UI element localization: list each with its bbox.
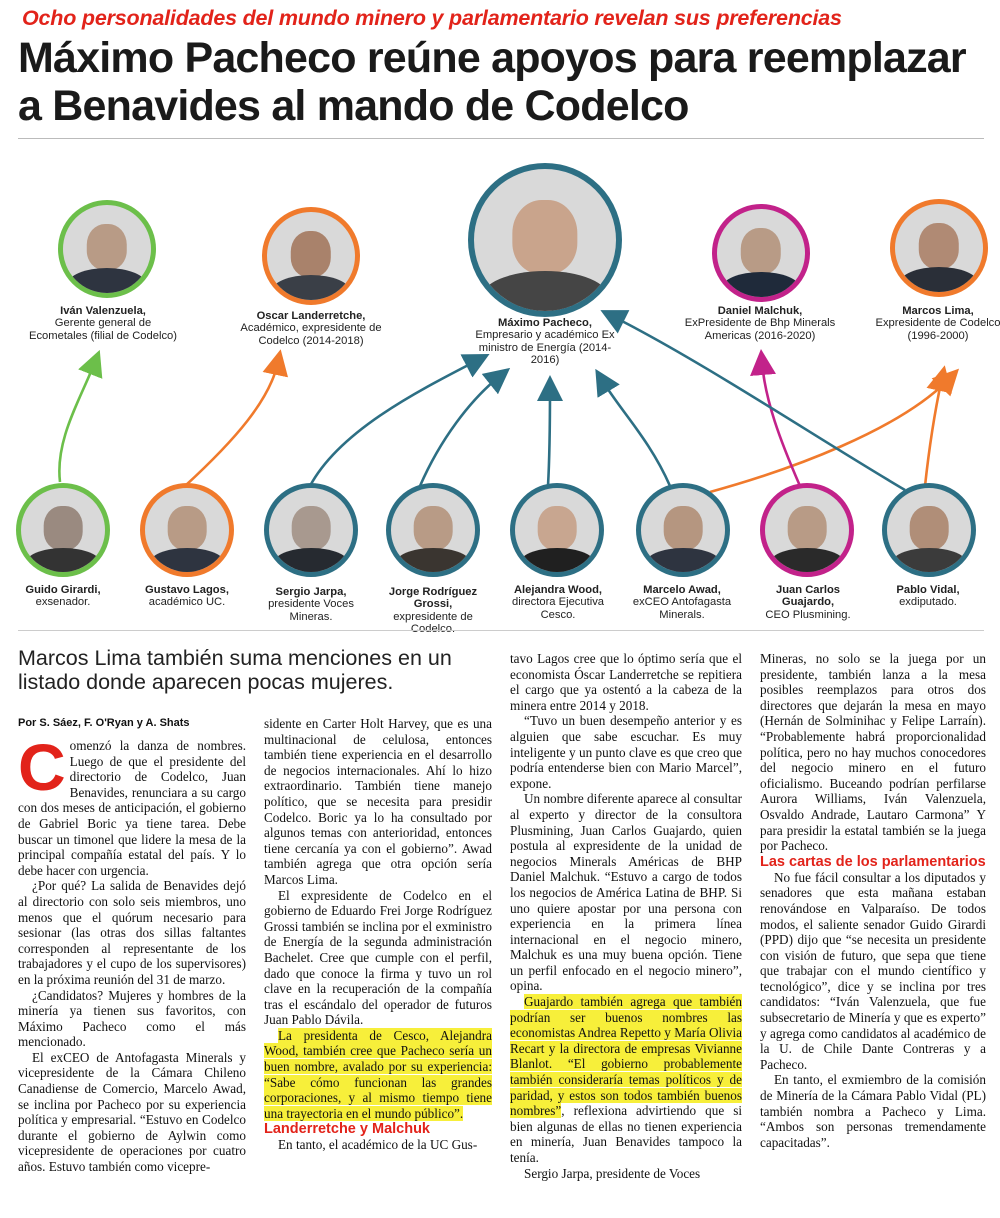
- photo-sergio-jarpa: [264, 483, 358, 577]
- article-column-2: [264, 716, 492, 1153]
- headline: Máximo Pacheco reúne apoyos para reemplazar a Benavides al mando de Codelco: [18, 34, 966, 130]
- photo-pablo-vidal: [882, 483, 976, 577]
- caption-marcelo-awad: Marcelo Awad, exCEO Antofagasta Minerals.: [632, 584, 732, 621]
- byline: Por S. Sáez, F. O'Ryan y A. Shats: [18, 717, 190, 729]
- article-column-1: [18, 730, 246, 1175]
- caption-jorge-rodriguez-grossi: Jorge Rodríguez Grossi, expresidente de: [388, 586, 478, 623]
- arrow-jarpa-pacheco: [310, 360, 478, 486]
- caption-alejandra-wood: Alejandra Wood, directora Ejecutiva Cesco.: [511, 584, 605, 621]
- paragraph: Un nombre diferente aparece al consultar al experto y director de la consultora Plusmining, Juan Carlos Guajardo, quien postula al expresidente de la unidad de negocios Minerals Américas de BHP Daniel Malchuk. “Estuvo a cargo de todos los negocios de América Latina de BHP. Si uno quiere apostar por una persona con experiencia en la primera línea internacional en el negocio minero, Malchuk es una muy buena opción. Tiene un perfil enfocado en el negocio minero”, opina.: [510, 791, 742, 994]
- caption-guido-girardi: Guido Girardi, exsenador.: [25, 584, 101, 609]
- photo-juan-carlos-guajardo: [760, 483, 854, 577]
- caption-daniel-malchuk: Daniel Malchuk, ExPresidente de Bhp Minerals Americas (2016-2020): [684, 305, 836, 342]
- paragraph: tavo Lagos cree que lo óptimo sería que el economista Óscar Landerretche se repitiera el cargo que ya ostentó a la cabeza de la minera entre 2014 y 2018.: [510, 651, 742, 713]
- caption-juan-carlos-guajardo: Juan Carlos Guajardo, CEO Plusmining.: [765, 584, 851, 621]
- caption-pablo-vidal: Pablo Vidal, exdiputado.: [896, 584, 960, 609]
- paragraph: El expresidente de Codelco en el gobierno de Eduardo Frei Jorge Rodríguez Grossi también se inclina por el exministro de Energía de la segunda administración Bachelet. Cree que cumple con el perfil, dado que conoce la firma y tuvo un rol clave en la recuperación de la compañía tras el escándalo del operador de futuros Juan Pablo Dávila.: [264, 887, 492, 1028]
- paragraph-highlighted: Guajardo también agrega que también podrían ser buenos nombres las economistas Andrea Repetto y María Olivia Recart y la directora de empresas Vivianne Blanlot. “El gobierno probablemente también consideraría temas políticos y de paridad, y estos son todos también buenos nombres”, reflexiona advirtiendo que si bien algunas de ellas no tienen experiencia en minería, Juan Benavides tampoco la tenía.: [510, 994, 742, 1165]
- section-heading-parlamentarios: Las cartas de los parlamentarios: [760, 853, 986, 870]
- arrow-guajardo-malchuk: [762, 362, 800, 486]
- caption-gustavo-lagos: Gustavo Lagos, académico UC.: [145, 584, 229, 609]
- paragraph: En tanto, el académico de la UC Gus-: [278, 1137, 478, 1153]
- photo-gustavo-lagos: [140, 483, 234, 577]
- arrow-wood-pacheco: [548, 388, 550, 486]
- caption-ivan-valenzuela: Iván Valenzuela, Gerente general de Ecometales (filial de Codelco): [29, 305, 177, 342]
- arrow-rodriguez-pacheco: [420, 376, 500, 486]
- paragraph: No fue fácil consultar a los diputados y senadores que esta mañana estaban renovándose en Valparaíso. De todos modos, el saliente senador Guido Girardi (PPD) dijo que “se necesita un presidente con visión de futuro, que sepa que tiene que trabajar con el mundo científico y tecnológico”, dice y se inclina por tres candidatos: “Iván Valenzuela, que fue subsecretario de Minería y que es experto” y agrega como candidatos al académico de la U. de Chile Dante Contreras y a Pacheco.: [760, 869, 986, 1072]
- caption-sergio-jarpa: Sergio Jarpa, presidente Voces Mineras.: [268, 586, 354, 623]
- photo-guido-girardi: [16, 483, 110, 577]
- arrow-girardi-valenzuela: [59, 362, 95, 482]
- photo-alejandra-wood: [510, 483, 604, 577]
- paragraph-intro: Comenzó la danza de nombres. Luego de que el presidente del directorio de Codelco, Juan Benavides, renunciara a su cargo con dos meses de anticipación, el gobierno de Gabriel Boric ya tiene tarea. Debe buscar un timonel que lidere la mesa de la principal compañía estatal del país. Y lo debe hacer con urgencia.: [18, 730, 246, 878]
- drop-cap: C: [18, 730, 66, 804]
- caption-maximo-pacheco: Máximo Pacheco, Empresario y académico Ex ministro de Energía (2014-2016): [475, 317, 615, 367]
- kicker: Ocho personalidades del mundo minero y parlamentario revelan sus preferencias: [22, 6, 842, 30]
- paragraph: El exCEO de Antofagasta Minerals y vicepresidente de la Cámara Chileno Canadiense de Comercio, Marcelo Awad, se inclina por Pacheco por su experiencia política y empresarial. “Estuvo en Codelco durante el gobierno de Aylwin como vicepresidente de operaciones por cuatro años. Estuvo también como vicepre-: [18, 1049, 246, 1175]
- article-column-4: [760, 651, 986, 1150]
- photo-jorge-rodriguez-grossi: [386, 483, 480, 577]
- photo-oscar-landerretche: [262, 207, 360, 305]
- caption-oscar-landerretche: Oscar Landerretche, Académico, expresidente de Codelco (2014-2018): [240, 310, 382, 347]
- section-divider: [18, 630, 984, 631]
- paragraph: sidente en Carter Holt Harvey, que es una multinacional de celulosa, entonces también tiene experiencia en el desarrollo de negocios internacionales. Ahí lo hizo extraordinario. También tiene manejo político, que se necesita para presidir Codelco. Boric ya lo ha consultado por algunos temas con anterioridad, entonces tiene cercanía ya con el gobierno”. Awad también agrega que otra opción sería Marcos Lima.: [264, 716, 492, 887]
- paragraph: “Tuvo un buen desempeño anterior y es alguien que sabe escuchar. Es muy inteligente y un punto clave es que creo que podría entenderse bien con Mario Marcel”, expone.: [510, 713, 742, 791]
- paragraph: ¿Candidatos? Mujeres y hombres de la minería ya tienen sus favoritos, con Máximo Pacheco como el más mencionado.: [18, 987, 246, 1050]
- photo-ivan-valenzuela: [58, 200, 156, 298]
- subheadline: Marcos Lima también suma menciones en un listado donde aparecen pocas mujeres.: [18, 646, 452, 694]
- arrow-awad-lima: [710, 378, 950, 492]
- photo-maximo-pacheco: [468, 163, 622, 317]
- article-column-3: [510, 651, 742, 1181]
- photo-marcos-lima: [890, 199, 988, 297]
- arrow-lagos-landerretche: [185, 362, 278, 486]
- section-heading-landerretche-malchuk: Landerretche y Malchuk: [264, 1121, 430, 1138]
- paragraph: Sergio Jarpa, presidente de Voces: [524, 1165, 701, 1181]
- paragraph: ¿Por qué? La salida de Benavides dejó al directorio con solo seis miembros, uno menos que el quórum necesario para sesionar (las otras dos sillas faltantes corresponden al representante de los trabajadores y el cupo de los supervisores) en la próxima reunión del 31 de marzo.: [18, 878, 246, 987]
- paragraph-highlighted: La presidenta de Cesco, Alejandra Wood, también cree que Pacheco sería un buen nombre, avalado por su experiencia: “Sabe cómo funcionan las grandes corporaciones, y al mismo tiempo tiene una trayectoria en el mundo público”.: [264, 1027, 492, 1121]
- photo-daniel-malchuk: [712, 204, 810, 302]
- caption-marcos-lima: Marcos Lima, Expresidente de Codelco (1996-2000): [875, 305, 1000, 342]
- photo-marcelo-awad: [636, 483, 730, 577]
- paragraph: Mineras, no solo se la juega por un presidente, también lanza a la mesa posibles reemplazos para otros dos directores que dejarán la mesa en mayo (Hernán de Solminihac y Felipe Larraín). “Probablemente habrá proporcionalidad política, pero no hay muchos conocedores del negocio minero en el futuro oficialismo. Buceando podrían perfilarse Aurora Williams, Iván Valenzuela, Osvaldo Andrade, Lautaro Carmona” Y para presidir la estatal también se la juega por Pacheco.: [760, 651, 986, 854]
- arrow-awad-pacheco: [602, 380, 670, 486]
- paragraph: En tanto, el exmiembro de la comisión de Minería de la Cámara Pablo Vidal (PL) también nombra a Pacheco y Lima. “Ambos son personas tremendamente capacitadas”.: [760, 1072, 986, 1150]
